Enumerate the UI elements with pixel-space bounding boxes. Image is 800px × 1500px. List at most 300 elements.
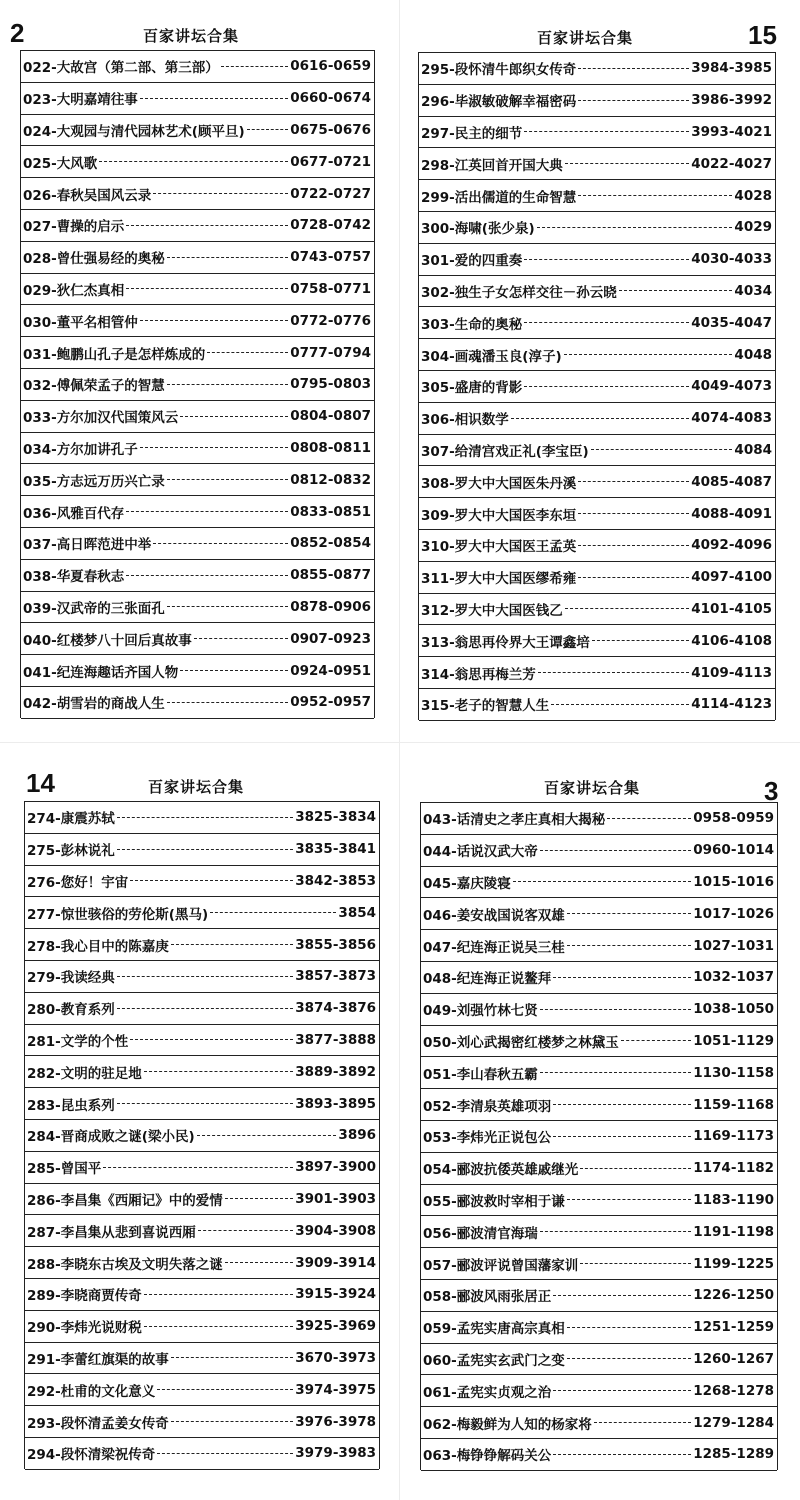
dash-leader [578,577,689,578]
dash-leader [621,1040,691,1041]
item-range: 3897-3900 [295,1159,376,1176]
item-title: 031-鲍鹏山孔子是怎样炼成的 [23,346,206,363]
list-item [21,337,374,369]
page-panel-3 [400,750,800,1500]
item-range: 3857-3873 [295,968,376,985]
item-title: 310-罗大中大国医王孟英 [421,539,577,556]
item-range: 0833-0851 [290,503,371,520]
list-item [421,1153,777,1185]
item-range: 1159-1168 [693,1096,774,1113]
list-item [21,496,374,528]
item-title: 289-李晓商贾传奇 [27,1288,142,1305]
list-item [421,1280,777,1312]
item-range: 0855-0877 [290,567,371,584]
item-range: 0808-0811 [290,439,371,456]
dash-leader [153,193,288,194]
item-title: 280-教育系列 [27,1002,115,1019]
dash-leader [157,1389,293,1390]
list-item [421,1216,777,1248]
dash-leader [117,1008,293,1009]
item-range: 3874-3876 [295,1000,376,1017]
list-item [25,897,379,929]
dash-leader [171,1421,293,1422]
item-range: 3976-3978 [295,1413,376,1430]
item-title: 057-郦波评说曾国藩家训 [423,1257,579,1274]
dash-leader [565,163,689,164]
item-range: 3915-3924 [295,1286,376,1303]
item-title: 027-曹操的启示 [23,219,125,236]
list-item [25,1343,379,1375]
item-range: 3896 [338,1127,376,1144]
dash-leader [117,849,293,850]
dash-leader [130,880,293,881]
item-title: 292-杜甫的文化意义 [27,1383,156,1400]
item-range: 4097-4100 [691,569,772,586]
list-item [21,210,374,242]
list-item [25,802,379,834]
item-range: 0675-0676 [290,121,371,138]
dash-leader [524,131,689,132]
item-title: 023-大明嘉靖往事 [23,92,138,109]
item-title: 058-郦波风雨张居正 [423,1289,552,1306]
item-title: 046-姜安战国说客双雄 [423,907,565,924]
dash-leader [553,977,691,978]
item-range: 0772-0776 [290,312,371,329]
item-title: 303-生命的奥秘 [421,316,523,333]
item-range: 3984-3985 [691,60,772,77]
item-range: 3909-3914 [295,1254,376,1271]
dash-leader [524,386,689,387]
item-title: 043-话清史之孝庄真相大揭秘 [423,812,606,829]
item-title: 297-民主的细节 [421,125,523,142]
item-range: 3904-3908 [295,1222,376,1239]
list-item [421,1312,777,1344]
list-item [421,1439,777,1471]
list-item [25,834,379,866]
item-title: 035-方志远万历兴亡录 [23,473,165,490]
list-item [421,898,777,930]
item-title: 287-李昌集从悲到喜说西厢 [27,1224,196,1241]
list-item [421,1248,777,1280]
list-item [421,1344,777,1376]
list-item [25,1056,379,1088]
item-title: 288-李晓东古埃及文明失落之谜 [27,1256,223,1273]
dash-leader [207,352,288,353]
dash-leader [167,384,288,385]
item-range: 1191-1198 [693,1223,774,1240]
list-item [21,464,374,496]
list-item [419,562,775,594]
dash-leader [117,1103,293,1104]
item-title: 028-曾仕强易经的奥秘 [23,251,165,268]
dash-leader [144,1294,293,1295]
item-title: 282-文明的驻足地 [27,1065,142,1082]
item-range: 4106-4108 [691,632,772,649]
item-range: 1251-1259 [693,1319,774,1336]
dash-leader [578,195,732,196]
item-title: 038-华夏春秋志 [23,569,125,586]
dash-leader [210,912,336,913]
item-title: 299-活出儒道的生命智慧 [421,189,577,206]
catalog-list [420,802,778,1470]
item-title: 302-独生子女怎样交往－孙云晓 [421,284,617,301]
dash-leader [580,1263,691,1264]
list-item [419,371,775,403]
list-item [21,305,374,337]
item-range: 3855-3856 [295,936,376,953]
item-title: 277-惊世骇俗的劳伦斯(黑马) [27,906,209,923]
item-range: 3842-3853 [295,872,376,889]
list-item [421,994,777,1026]
list-item [419,117,775,149]
item-range: 0924-0951 [290,662,371,679]
dash-leader [540,850,691,851]
dash-leader [171,944,293,945]
dash-leader [144,1071,293,1072]
page-number: 15 [748,20,777,50]
item-title: 283-昆虫系列 [27,1097,115,1114]
item-title: 295-段怀清牛郎织女传奇 [421,62,577,79]
dash-leader [553,1390,691,1391]
dash-leader [225,1198,293,1199]
item-title: 306-相识数学 [421,412,509,429]
dash-leader [564,354,733,355]
list-item [421,1185,777,1217]
dash-leader [140,320,288,321]
item-range: 4109-4113 [691,664,772,681]
list-item [21,83,374,115]
item-title: 305-盛唐的背影 [421,380,523,397]
item-range: 0958-0959 [693,810,774,827]
item-range: 0777-0794 [290,344,371,361]
dash-leader [524,322,689,323]
item-title: 045-嘉庆陵寝 [423,875,511,892]
list-item [421,1057,777,1089]
item-range: 1183-1190 [693,1191,774,1208]
catalog-list [20,50,375,718]
item-range: 4030-4033 [691,251,772,268]
dash-leader [578,545,689,546]
list-item [21,242,374,274]
item-range: 3835-3841 [295,841,376,858]
item-range: 3901-3903 [295,1190,376,1207]
item-range: 3877-3888 [295,1031,376,1048]
item-title: 054-郦波抗倭英雄戚继光 [423,1162,579,1179]
item-range: 0743-0757 [290,249,371,266]
item-range: 3825-3834 [295,809,376,826]
dash-leader [130,1039,293,1040]
list-item [419,466,775,498]
item-range: 1226-1250 [693,1287,774,1304]
list-item [25,866,379,898]
list-item [25,1406,379,1438]
item-title: 030-董平名相管仲 [23,314,138,331]
dash-leader [194,638,288,639]
item-range: 1199-1225 [693,1255,774,1272]
dash-leader [619,290,733,291]
list-item [419,339,775,371]
dash-leader [140,98,288,99]
item-range: 4048 [734,346,772,363]
dash-leader [578,481,689,482]
dash-leader [567,1327,691,1328]
list-item [419,594,775,626]
item-range: 4114-4123 [691,696,772,713]
dash-leader [117,817,293,818]
list-item [419,244,775,276]
item-range: 1285-1289 [693,1446,774,1463]
page-title: 百家讲坛合集 [537,29,634,47]
dash-leader [126,575,288,576]
item-title: 314-翁思再梅兰芳 [421,666,536,683]
page-title: 百家讲坛合集 [544,779,641,797]
page-panel-14 [0,750,400,1500]
list-item [21,274,374,306]
dash-leader [553,1104,691,1105]
list-item [25,961,379,993]
list-item [419,148,775,180]
list-item [25,1088,379,1120]
dash-leader [551,704,689,705]
item-range: 0728-0742 [290,217,371,234]
list-item [21,687,374,719]
item-range: 1017-1026 [693,905,774,922]
item-title: 041-纪连海趣话齐国人物 [23,664,179,681]
list-item [25,1438,379,1470]
list-item [419,85,775,117]
item-range: 1038-1050 [693,1001,774,1018]
dash-leader [221,66,288,67]
dash-leader [167,702,288,703]
list-item [25,1184,379,1216]
dash-leader [247,129,289,130]
page-number: 2 [10,18,25,48]
dash-leader [553,1295,691,1296]
item-title: 037-高日晖范进中举 [23,537,152,554]
list-item [421,962,777,994]
item-range: 1268-1278 [693,1382,774,1399]
item-title: 026-春秋吴国风云录 [23,187,152,204]
item-range: 0878-0906 [290,598,371,615]
item-title: 296-毕淑敏破解幸福密码 [421,94,577,111]
item-title: 034-方尔加讲孔子 [23,441,138,458]
item-title: 022-大故宫（第二部、第三部） [23,60,219,77]
item-range: 4028 [734,187,772,204]
item-range: 1174-1182 [693,1160,774,1177]
dash-leader [592,640,689,641]
dash-leader [126,288,288,289]
page-title: 百家讲坛合集 [148,778,245,796]
list-item [419,53,775,85]
item-title: 047-纪连海正说吴三桂 [423,939,565,956]
list-item [21,401,374,433]
list-item [419,403,775,435]
list-item [421,803,777,835]
item-range: 3854 [338,904,376,921]
item-range: 1169-1173 [693,1128,774,1145]
item-title: 039-汉武帝的三张面孔 [23,600,165,617]
item-range: 3925-3969 [295,1318,376,1335]
page-panel-15 [400,0,800,742]
list-item [21,115,374,147]
list-item [419,657,775,689]
dash-leader [594,1422,691,1423]
item-title: 042-胡雪岩的商战人生 [23,696,165,713]
dash-leader [157,1453,293,1454]
dash-leader [126,511,288,512]
list-item [21,655,374,687]
item-title: 300-海啸(张少泉) [421,221,535,238]
page-panel-2 [0,0,400,742]
list-item [25,929,379,961]
list-item [21,528,374,560]
item-title: 274-康震苏轼 [27,811,115,828]
item-title: 301-爱的四重奏 [421,253,523,270]
dash-leader [167,606,288,607]
item-title: 315-老子的智慧人生 [421,698,550,715]
dash-leader [167,257,288,258]
item-title: 029-狄仁杰真相 [23,282,125,299]
item-title: 049-刘强竹林七贤 [423,1003,538,1020]
item-range: 3893-3895 [295,1095,376,1112]
item-range: 0660-0674 [290,90,371,107]
list-item [419,276,775,308]
item-title: 032-傅佩荣孟子的智慧 [23,378,165,395]
item-range: 4092-4096 [691,537,772,554]
list-item [25,1152,379,1184]
item-title: 036-风雅百代存 [23,505,125,522]
list-item [21,433,374,465]
item-title: 284-晋商成败之谜(梁小民) [27,1129,195,1146]
dash-leader [171,1357,293,1358]
list-item [419,435,775,467]
list-item [21,592,374,624]
item-range: 0907-0923 [290,630,371,647]
list-item [421,1375,777,1407]
list-item [21,51,374,83]
dash-leader [117,976,293,977]
dash-leader [553,1454,691,1455]
item-title: 056-郦波清官海瑞 [423,1225,538,1242]
item-title: 024-大观园与清代园林艺术(顾平旦) [23,123,245,140]
item-range: 4035-4047 [691,314,772,331]
dash-leader [103,1167,293,1168]
list-item [421,1121,777,1153]
list-item [421,835,777,867]
dash-leader [197,1135,337,1136]
dash-leader [180,416,288,417]
item-title: 307-给清宫戏正礼(李宝臣) [421,443,589,460]
dash-leader [144,1326,293,1327]
page-number: 14 [26,768,55,798]
dash-leader [607,818,691,819]
item-title: 055-郦波救时宰相于谦 [423,1193,565,1210]
dash-leader [513,881,691,882]
item-title: 290-李炜光说财税 [27,1320,142,1337]
item-range: 1279-1284 [693,1414,774,1431]
item-range: 0758-0771 [290,280,371,297]
list-item [421,1026,777,1058]
item-title: 294-段怀清梁祝传奇 [27,1447,156,1464]
dash-leader [591,449,733,450]
item-title: 298-江英回首开国大典 [421,157,563,174]
dash-leader [99,161,288,162]
list-item [419,212,775,244]
list-item [421,867,777,899]
item-range: 3974-3975 [295,1381,376,1398]
fold-line-horizontal [0,742,800,743]
item-title: 275-彭林说礼 [27,843,115,860]
dash-leader [578,100,689,101]
item-range: 4084 [734,441,772,458]
item-range: 1130-1158 [693,1064,774,1081]
item-title: 278-我心目中的陈嘉庚 [27,938,169,955]
item-title: 291-李蕾红旗渠的故事 [27,1351,169,1368]
item-title: 308-罗大中大国医朱丹溪 [421,475,577,492]
dash-leader [225,1262,293,1263]
list-item [21,623,374,655]
list-item [421,930,777,962]
item-range: 4088-4091 [691,505,772,522]
item-range: 3889-3892 [295,1063,376,1080]
dash-leader [567,1199,691,1200]
item-range: 4085-4087 [691,473,772,490]
item-title: 061-孟宪实贞观之治 [423,1384,552,1401]
item-title: 051-李山春秋五霸 [423,1066,538,1083]
item-range: 0960-1014 [693,842,774,859]
list-item [25,1025,379,1057]
item-range: 0722-0727 [290,185,371,202]
item-range: 0616-0659 [290,58,371,75]
dash-leader [578,513,689,514]
dash-leader [567,1358,691,1359]
list-item [419,498,775,530]
item-title: 044-话说汉武大帝 [423,844,538,861]
list-item [21,178,374,210]
item-title: 281-文学的个性 [27,1033,129,1050]
item-range: 1015-1016 [693,873,774,890]
dash-leader [580,1168,691,1169]
item-title: 279-我读经典 [27,970,115,987]
dash-leader [524,259,689,260]
list-item [421,1407,777,1439]
item-title: 286-李昌集《西厢记》中的爱情 [27,1192,223,1209]
list-item [21,560,374,592]
item-range: 1027-1031 [693,937,774,954]
dash-leader [578,68,689,69]
item-range: 0812-0832 [290,471,371,488]
item-range: 4101-4105 [691,600,772,617]
dash-leader [540,1231,691,1232]
item-range: 0952-0957 [290,694,371,711]
dash-leader [180,670,288,671]
item-range: 0677-0721 [290,153,371,170]
item-title: 309-罗大中大国医李东垣 [421,507,577,524]
list-item [21,146,374,178]
dash-leader [540,1072,691,1073]
list-item [21,369,374,401]
dash-leader [565,608,689,609]
catalog-list [418,52,776,720]
item-title: 048-纪连海正说鳌拜 [423,971,552,988]
dash-leader [140,447,288,448]
dash-leader [511,418,689,419]
item-title: 050-刘心武揭密红楼梦之林黛玉 [423,1034,619,1051]
dash-leader [126,225,288,226]
list-item [25,1374,379,1406]
page-number: 3 [764,776,779,806]
item-range: 3670-3973 [295,1349,376,1366]
